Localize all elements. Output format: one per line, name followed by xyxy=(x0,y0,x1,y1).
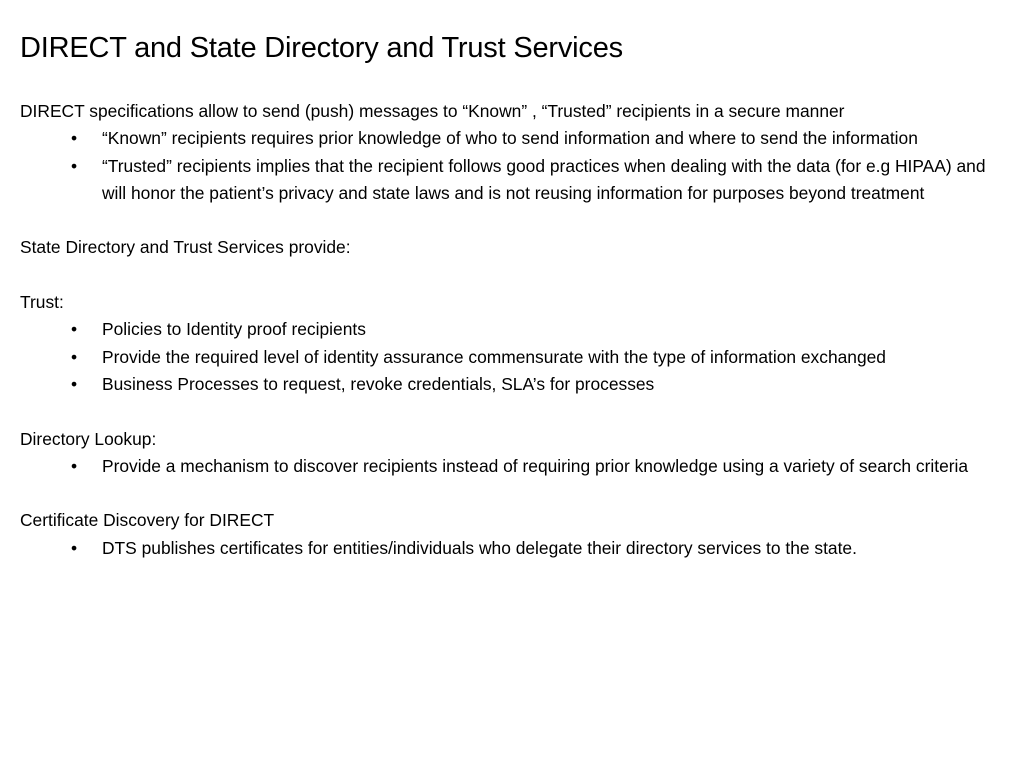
directory-bullet-mechanism xyxy=(20,453,1004,480)
bullet-icon: • xyxy=(71,455,78,476)
bullet-text: Policies to Identity proof recipients xyxy=(102,319,366,340)
trust-bullet-identity-proof xyxy=(20,316,1004,343)
intro-bullet-known xyxy=(20,125,1004,152)
certificate-heading: Certificate Discovery for DIRECT xyxy=(20,510,275,531)
intro-bullet-list xyxy=(20,125,1004,207)
spacer xyxy=(20,480,1004,507)
bullet-icon: • xyxy=(71,346,78,367)
bullet-icon: • xyxy=(71,155,78,176)
certificate-bullet-dts xyxy=(20,535,1004,562)
trust-heading: Trust: xyxy=(20,292,64,313)
directory-bullet-list xyxy=(20,453,1004,480)
bullet-text: “Trusted” recipients implies that the recipient follows good practices when dealing with the data (for e.g HIPAA) and will honor the patient’s privacy and state laws and is not reusing information for purposes beyond treatment xyxy=(102,155,986,203)
slide-body xyxy=(20,98,1004,562)
trust-bullet-list xyxy=(20,316,1004,398)
bullet-icon: • xyxy=(71,128,78,149)
bullet-text: DTS publishes certificates for entities/individuals who delegate their directory services to the state. xyxy=(102,537,857,558)
bullet-text: Business Processes to request, revoke credentials, SLA’s for processes xyxy=(102,373,655,394)
spacer xyxy=(20,262,1004,289)
spacer xyxy=(20,398,1004,425)
intro-text: DIRECT specifications allow to send (push) messages to “Known” , “Trusted” recipients in a secure manner xyxy=(20,101,845,121)
slide-title: DIRECT and State Directory and Trust Services xyxy=(20,32,623,64)
trust-bullet-assurance xyxy=(20,344,1004,371)
bullet-text: Provide the required level of identity assurance commensurate with the type of information exchanged xyxy=(102,346,886,367)
directory-heading: Directory Lookup: xyxy=(20,428,157,449)
bullet-icon: • xyxy=(71,319,78,340)
bullet-icon: • xyxy=(71,537,78,558)
bullet-text: Provide a mechanism to discover recipients instead of requiring prior knowledge using a variety of search criteria xyxy=(102,455,969,476)
trust-bullet-business-processes xyxy=(20,371,1004,398)
bullet-text: “Known” recipients requires prior knowledge of who to send information and where to send the information xyxy=(102,128,918,149)
spacer xyxy=(20,207,1004,234)
provide-heading: State Directory and Trust Services provide: xyxy=(20,237,351,258)
intro-bullet-trusted xyxy=(20,153,1004,208)
bullet-icon: • xyxy=(71,373,78,394)
certificate-bullet-list xyxy=(20,535,1004,562)
